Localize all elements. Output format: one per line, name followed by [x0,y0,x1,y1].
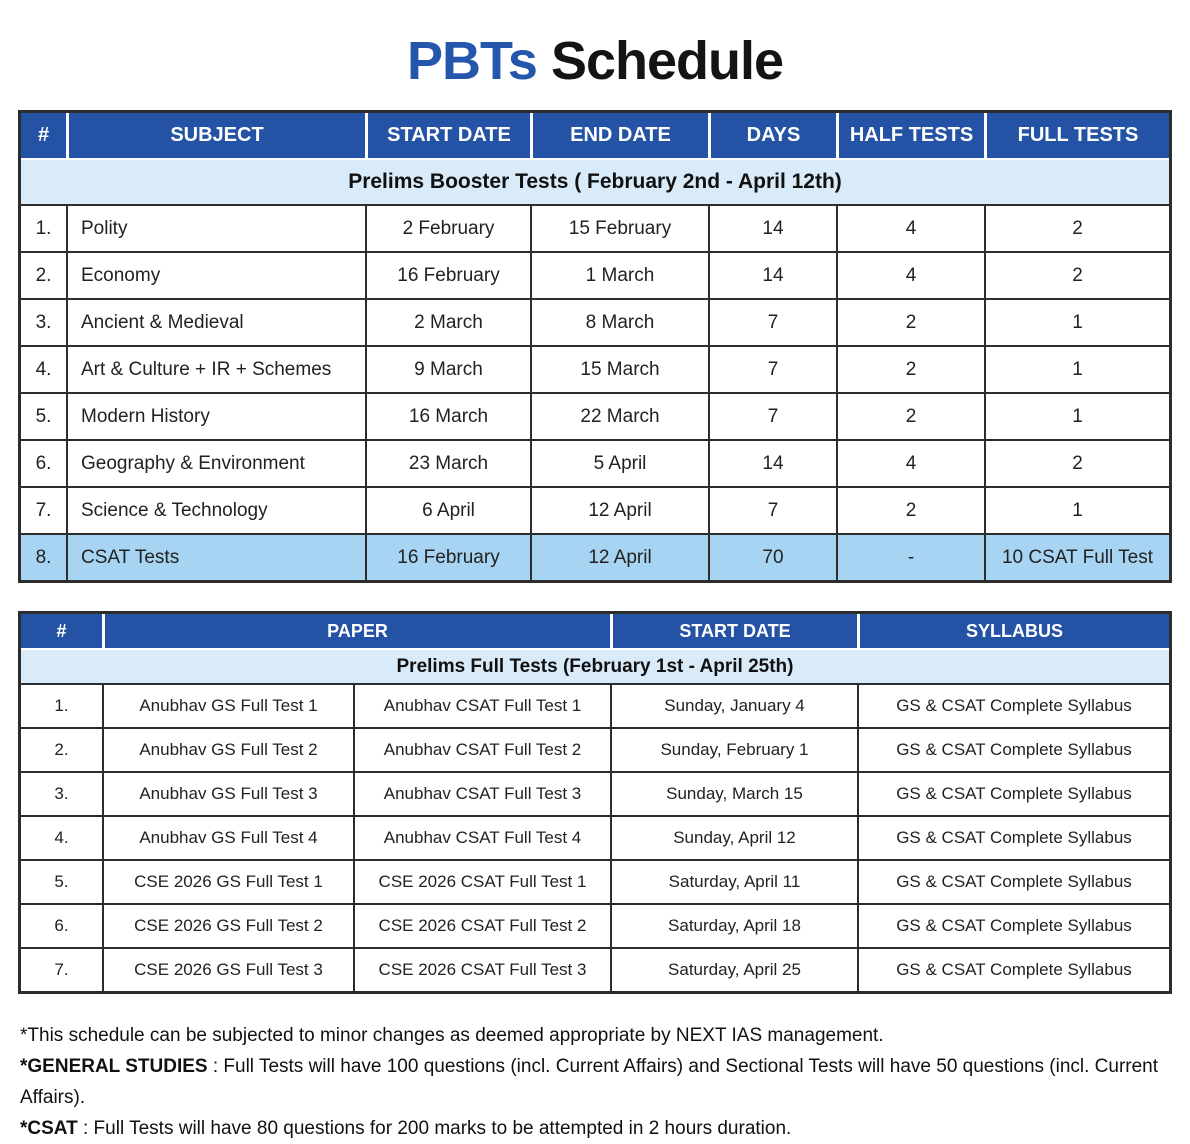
cell-start-date: Saturday, April 18 [610,905,857,947]
cell-num: 6. [54,916,69,935]
cell-csat-paper: Anubhav CSAT Full Test 1 [353,685,610,727]
table-row [21,727,1169,771]
cell-start-date: Sunday, January 4 [610,685,857,727]
cell-num: 4. [35,358,52,380]
cell-gs-paper: CSE 2026 GS Full Test 3 [102,949,353,991]
cell-csat-paper: CSE 2026 CSAT Full Test 2 [353,905,610,947]
cell-days: 7 [708,394,836,439]
booster-table-header-row [21,113,1169,158]
header-cell-subject: SUBJECT [66,113,365,158]
cell-full-tests: 1 [984,347,1169,392]
header-cell-half-tests: HALF TESTS [836,113,984,158]
cell-half-tests: 2 [836,300,984,345]
cell-csat-paper: CSE 2026 CSAT Full Test 3 [353,949,610,991]
footnote-bold: *CSAT [20,1118,78,1139]
table-row [21,439,1169,486]
footnote-csat [20,1113,1190,1144]
cell-days: 7 [708,347,836,392]
booster-tests-table [18,110,1172,583]
cell-syllabus: GS & CSAT Complete Syllabus [857,685,1169,727]
cell-start-date: 16 February [365,535,530,580]
cell-num: 5. [35,405,52,427]
cell-start-date: 9 March [365,347,530,392]
header-cell-end-date: END DATE [530,113,708,158]
cell-start-date: Sunday, April 12 [610,817,857,859]
cell-num: 7. [54,960,69,979]
title-section [0,0,1190,110]
footnote-text: *This schedule can be subjected to minor changes as deemed appropriate by NEXT IAS management. [20,1025,884,1046]
cell-num: 7. [35,499,52,521]
table-row [21,204,1169,251]
cell-end-date: 8 March [530,300,708,345]
cell-gs-paper: Anubhav GS Full Test 3 [102,773,353,815]
cell-end-date: 12 April [530,535,708,580]
table-row [21,683,1169,727]
cell-subject: Polity [66,206,365,251]
cell-subject: Ancient & Medieval [66,300,365,345]
cell-days: 14 [708,441,836,486]
cell-syllabus: GS & CSAT Complete Syllabus [857,861,1169,903]
cell-end-date: 12 April [530,488,708,533]
header-cell-num: # [21,113,66,158]
cell-start-date: Saturday, April 25 [610,949,857,991]
cell-start-date: 2 February [365,206,530,251]
table-row [21,345,1169,392]
cell-csat-paper: CSE 2026 CSAT Full Test 1 [353,861,610,903]
table-row [21,486,1169,533]
table-row [21,298,1169,345]
cell-half-tests: 2 [836,488,984,533]
cell-start-date: 6 April [365,488,530,533]
booster-section-title: Prelims Booster Tests ( February 2nd - April 12th) [21,158,1169,204]
footnote-text: : Full Tests will have 100 questions (incl. Current Affairs) and Sectional Tests will have 50 questions (incl. Current Affairs). [20,1056,1159,1108]
page-title-main: Schedule [550,31,784,91]
cell-csat-paper: Anubhav CSAT Full Test 4 [353,817,610,859]
cell-start-date: Saturday, April 11 [610,861,857,903]
table-row [21,251,1169,298]
table-row [21,947,1169,991]
cell-csat-paper: Anubhav CSAT Full Test 2 [353,729,610,771]
cell-num: 4. [54,828,69,847]
full-tests-table [18,611,1172,994]
table-row [21,771,1169,815]
cell-end-date: 15 March [530,347,708,392]
cell-syllabus: GS & CSAT Complete Syllabus [857,773,1169,815]
cell-num: 3. [54,784,69,803]
table-row-csat-highlight [21,533,1169,580]
cell-syllabus: GS & CSAT Complete Syllabus [857,905,1169,947]
cell-start-date: Sunday, February 1 [610,729,857,771]
cell-num: 3. [35,311,52,333]
cell-subject: Art & Culture + IR + Schemes [66,347,365,392]
cell-days: 14 [708,206,836,251]
table-gap [0,583,1190,611]
header-cell-start-date: START DATE [610,614,857,648]
footnote-bold: *GENERAL STUDIES [20,1056,208,1077]
footnotes-section [20,1020,1190,1144]
footnote-text: : Full Tests will have 80 questions for 200 marks to be attempted in 2 hours duration. [77,1118,792,1139]
cell-start-date: 16 March [365,394,530,439]
cell-num: 6. [35,452,52,474]
full-table-header-row [21,614,1169,648]
cell-gs-paper: Anubhav GS Full Test 2 [102,729,353,771]
header-cell-full-tests: FULL TESTS [984,113,1169,158]
cell-gs-paper: Anubhav GS Full Test 4 [102,817,353,859]
cell-num: 2. [35,264,52,286]
cell-full-tests: 1 [984,394,1169,439]
table-row [21,859,1169,903]
cell-syllabus: GS & CSAT Complete Syllabus [857,817,1169,859]
footnote-general-studies [20,1051,1190,1113]
cell-full-tests: 1 [984,300,1169,345]
cell-end-date: 15 February [530,206,708,251]
cell-full-tests: 2 [984,441,1169,486]
cell-end-date: 5 April [530,441,708,486]
cell-full-tests: 10 CSAT Full Test [984,535,1169,580]
cell-half-tests: 4 [836,441,984,486]
cell-start-date: Sunday, March 15 [610,773,857,815]
cell-half-tests: - [836,535,984,580]
header-cell-days: DAYS [708,113,836,158]
cell-syllabus: GS & CSAT Complete Syllabus [857,729,1169,771]
cell-subject: CSAT Tests [66,535,365,580]
cell-num: 1. [35,217,52,239]
table-row [21,392,1169,439]
cell-half-tests: 2 [836,347,984,392]
cell-num: 1. [54,696,69,715]
cell-half-tests: 4 [836,253,984,298]
cell-full-tests: 2 [984,206,1169,251]
cell-days: 70 [708,535,836,580]
cell-start-date: 2 March [365,300,530,345]
cell-num: 8. [35,546,52,568]
cell-end-date: 1 March [530,253,708,298]
cell-end-date: 22 March [530,394,708,439]
full-section-title: Prelims Full Tests (February 1st - April 25th) [21,648,1169,683]
cell-start-date: 23 March [365,441,530,486]
header-cell-syllabus: SYLLABUS [857,614,1169,648]
cell-subject: Geography & Environment [66,441,365,486]
cell-subject: Economy [66,253,365,298]
cell-subject: Science & Technology [66,488,365,533]
cell-days: 7 [708,300,836,345]
header-cell-num: # [21,614,102,648]
cell-subject: Modern History [66,394,365,439]
table-row [21,903,1169,947]
header-cell-start-date: START DATE [365,113,530,158]
cell-num: 5. [54,872,69,891]
cell-start-date: 16 February [365,253,530,298]
cell-full-tests: 2 [984,253,1169,298]
cell-csat-paper: Anubhav CSAT Full Test 3 [353,773,610,815]
header-cell-paper: PAPER [102,614,610,648]
footnote-schedule-change [20,1020,1190,1051]
page-title [0,30,1190,92]
page-title-accent: PBTs [406,31,537,91]
cell-half-tests: 2 [836,394,984,439]
cell-gs-paper: CSE 2026 GS Full Test 1 [102,861,353,903]
cell-syllabus: GS & CSAT Complete Syllabus [857,949,1169,991]
cell-full-tests: 1 [984,488,1169,533]
cell-gs-paper: Anubhav GS Full Test 1 [102,685,353,727]
cell-gs-paper: CSE 2026 GS Full Test 2 [102,905,353,947]
table-row [21,815,1169,859]
cell-days: 14 [708,253,836,298]
cell-half-tests: 4 [836,206,984,251]
cell-num: 2. [54,740,69,759]
cell-days: 7 [708,488,836,533]
